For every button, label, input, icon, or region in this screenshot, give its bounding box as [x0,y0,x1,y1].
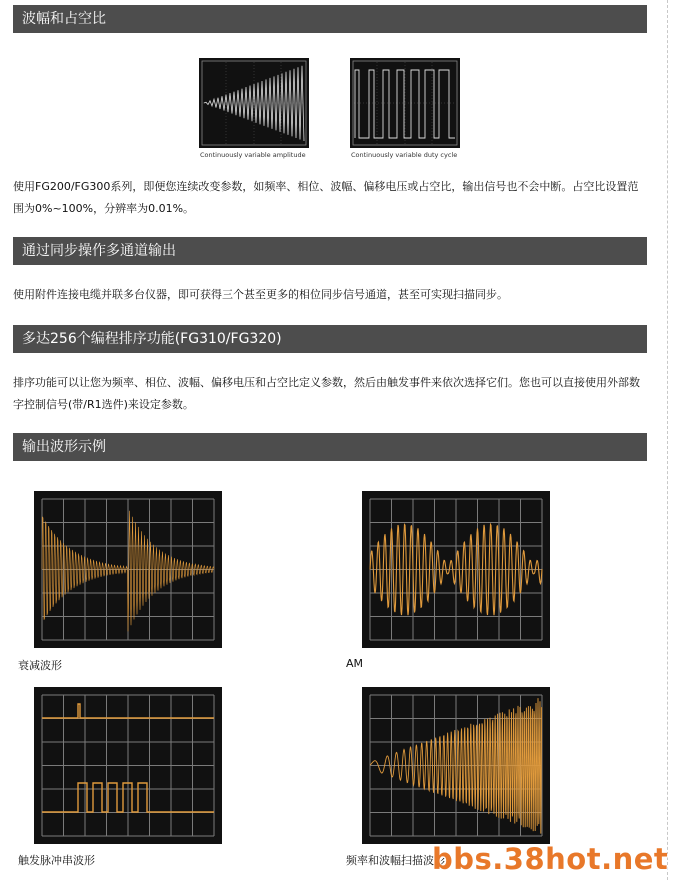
caption-variable-amplitude: Continuously variable amplitude [200,151,306,159]
section-text-sync-output: 使用附件连接电缆并联多台仪器，即可获得三个甚至更多的相位同步信号通道，甚至可实现扫描同步。 [13,288,508,301]
figure-freq-amp-sweep [362,687,550,844]
label-damped-waveform: 衰减波形 [18,659,62,672]
figure-am-waveform [362,491,550,648]
label-freq-amp-sweep: 频率和波幅扫描波形 [346,854,445,867]
section-header-sync-output: 通过同步操作多通道输出 [13,237,647,265]
figure-triggered-burst [34,687,222,844]
page-divider [667,0,668,880]
figure-damped-waveform [34,491,222,648]
section-header-amplitude-duty: 波幅和占空比 [13,5,647,33]
figure-variable-amplitude [199,58,309,148]
caption-variable-duty-cycle: Continuously variable duty cycle [351,151,458,159]
section-header-sequence: 多达256个编程排序功能(FG310/FG320) [13,325,647,353]
figure-variable-duty-cycle [350,58,460,148]
label-am-waveform: AM [346,657,364,670]
label-triggered-burst: 触发脉冲串波形 [18,854,95,867]
section-text-amplitude-duty: 使用FG200/FG300系列，即便您连续改变参数，如频率、相位、波幅、偏移电压或占空比，输出信号也不会中断。占空比设置范围为0%~100%，分辨率为0.01%。 [13,180,639,215]
section-header-output-examples: 输出波形示例 [13,433,647,461]
watermark: bbs.38hot.net [432,842,669,876]
section-text-sequence: 排序功能可以让您为频率、相位、波幅、偏移电压和占空比定义参数，然后由触发事件来依次选择它们。您也可以直接使用外部数字控制信号(带/R1选件)来设定参数。 [13,376,640,411]
